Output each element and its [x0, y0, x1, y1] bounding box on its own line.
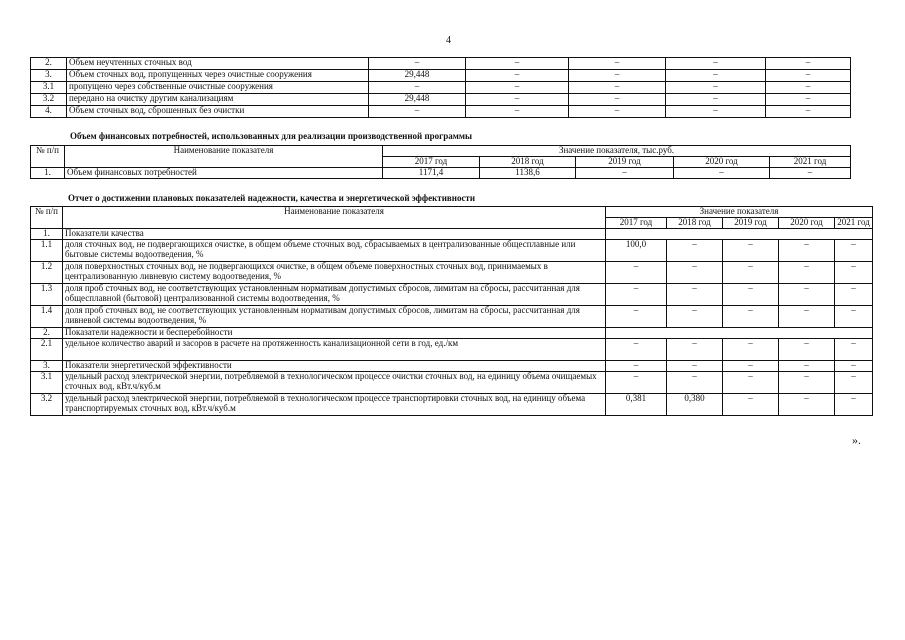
value-cell: – — [723, 240, 779, 262]
col-name-header: Наименование показателя — [65, 146, 383, 168]
value-cell: – — [723, 361, 779, 372]
year-header: 2020 год — [779, 218, 835, 229]
table-row — [31, 394, 873, 416]
value-cell: – — [667, 306, 723, 328]
value-cell: – — [576, 168, 674, 179]
empty-cell — [723, 229, 779, 240]
value-cell: – — [835, 284, 873, 306]
row-name: удельный расход электрической энергии, потребляемой в технологическом процессе транспортировки сточных вод, на единицу объема транспортируемых сточных вод, кВт.ч/куб.м — [63, 394, 606, 416]
value-cell: – — [569, 94, 666, 106]
value-cell: – — [779, 306, 835, 328]
value-cell: – — [606, 339, 667, 361]
row-number: 3. — [31, 361, 63, 372]
row-number: 2.1 — [31, 339, 63, 361]
value-cell: – — [606, 262, 667, 284]
col-name-header: Наименование показателя — [63, 207, 606, 229]
value-cell: – — [766, 58, 851, 70]
value-cell: – — [667, 240, 723, 262]
indicators-report-title: Отчет о достижении плановых показателей надежности, качества и энергетической эффективности — [68, 193, 476, 203]
value-cell: – — [569, 70, 666, 82]
value-cell: – — [466, 82, 569, 94]
row-name: передано на очистку другим канализациям — [67, 94, 369, 106]
year-header: 2018 год — [667, 218, 723, 229]
empty-cell — [835, 229, 873, 240]
value-cell: – — [835, 372, 873, 394]
value-cell: – — [369, 82, 466, 94]
row-number: 3.1 — [31, 372, 63, 394]
row-number: 2. — [31, 328, 63, 339]
row-name: пропущено через собственные очистные сооружения — [67, 82, 369, 94]
row-number: 3.1 — [31, 82, 67, 94]
table-row — [31, 372, 873, 394]
value-cell: – — [667, 262, 723, 284]
table-row — [31, 328, 873, 339]
value-cell: – — [779, 339, 835, 361]
row-name: Объем неучтенных сточных вод — [67, 58, 369, 70]
value-cell: – — [667, 361, 723, 372]
value-cell: – — [835, 306, 873, 328]
empty-cell — [667, 229, 723, 240]
table-row — [31, 82, 851, 94]
value-cell: – — [606, 372, 667, 394]
value-cell: – — [466, 106, 569, 118]
row-name: Показатели энергетической эффективности — [63, 361, 606, 372]
row-name: удельное количество аварий и засоров в расчете на протяженность канализационной сети в год, ед./км — [63, 339, 606, 361]
page-number: 4 — [446, 35, 451, 46]
row-name: Объем сточных вод, сброшенных без очистки — [67, 106, 369, 118]
table-row — [31, 339, 873, 361]
value-cell: – — [466, 58, 569, 70]
value-cell: – — [606, 306, 667, 328]
empty-cell — [606, 328, 667, 339]
table-row — [31, 94, 851, 106]
value-cell: – — [779, 372, 835, 394]
row-name: Объем финансовых потребностей — [65, 168, 383, 179]
row-number: 1. — [31, 229, 63, 240]
financial-needs-title: Объем финансовых потребностей, использованных для реализации производственной программы — [70, 131, 473, 141]
value-cell: – — [569, 82, 666, 94]
row-number: 3. — [31, 70, 67, 82]
value-cell: – — [667, 339, 723, 361]
value-cell: – — [766, 82, 851, 94]
row-name: удельный расход электрической энергии, потребляемой в технологическом процессе очистки сточных вод, на единицу объема очищаемых сточных вод, кВт.ч/куб.м — [63, 372, 606, 394]
empty-cell — [667, 328, 723, 339]
value-cell: 1138,6 — [480, 168, 576, 179]
year-header: 2018 год — [480, 157, 576, 168]
value-cell: – — [667, 284, 723, 306]
row-number: 1.1 — [31, 240, 63, 262]
value-cell: – — [674, 168, 770, 179]
empty-cell — [779, 229, 835, 240]
table-row — [31, 58, 851, 70]
value-cell: – — [723, 339, 779, 361]
value-cell: – — [835, 240, 873, 262]
value-cell: – — [835, 339, 873, 361]
value-cell: – — [466, 70, 569, 82]
value-cell: – — [835, 361, 873, 372]
value-cell: – — [666, 70, 766, 82]
value-cell: – — [779, 240, 835, 262]
value-cell: – — [606, 361, 667, 372]
year-header: 2021 год — [770, 157, 851, 168]
value-cell: – — [766, 70, 851, 82]
row-name: доля сточных вод, не подвергающихся очистке, в общем объеме сточных вод, сбрасываемых в централизованные общесплавные или бытовые системы водоотведения, % — [63, 240, 606, 262]
empty-cell — [835, 328, 873, 339]
table-row — [31, 262, 873, 284]
col-value-header: Значение показателя — [606, 207, 873, 218]
financial-needs-table — [30, 145, 851, 179]
row-number: 3.2 — [31, 394, 63, 416]
value-cell: 1171,4 — [383, 168, 480, 179]
value-cell: – — [369, 106, 466, 118]
value-cell: 29,448 — [369, 70, 466, 82]
table-row — [31, 168, 851, 179]
table-row — [31, 240, 873, 262]
row-name: доля поверхностных сточных вод, не подвергающихся очистке, в общем объеме поверхностных сточных вод, принимаемых в централизованную ливневую систему водоотведения, % — [63, 262, 606, 284]
col-num-header: № п/п — [31, 207, 63, 229]
value-cell: – — [606, 284, 667, 306]
table-row — [31, 70, 851, 82]
year-header: 2021 год — [835, 218, 873, 229]
row-number: 1. — [31, 168, 65, 179]
indicators-report-table — [30, 206, 873, 416]
value-cell: – — [723, 262, 779, 284]
value-cell: – — [779, 262, 835, 284]
value-cell: – — [369, 58, 466, 70]
row-number: 4. — [31, 106, 67, 118]
row-number: 1.4 — [31, 306, 63, 328]
value-cell: – — [666, 82, 766, 94]
value-cell: – — [723, 284, 779, 306]
empty-cell — [606, 229, 667, 240]
value-cell: – — [835, 394, 873, 416]
value-cell: – — [723, 372, 779, 394]
value-cell: – — [770, 168, 851, 179]
value-cell: – — [667, 372, 723, 394]
value-cell: – — [666, 58, 766, 70]
year-header: 2019 год — [723, 218, 779, 229]
empty-cell — [779, 328, 835, 339]
table-row — [31, 361, 873, 372]
value-cell: – — [779, 361, 835, 372]
value-cell: 0,381 — [606, 394, 667, 416]
table-row — [31, 229, 873, 240]
row-number: 1.2 — [31, 262, 63, 284]
value-cell: – — [723, 306, 779, 328]
table-row — [31, 284, 873, 306]
row-name: доля проб сточных вод, не соответствующих установленным нормативам допустимых сбросов, лимитам на сбросы, рассчитанная для общесплавной (бытовой) централизованной системы водоотведения, % — [63, 284, 606, 306]
col-value-header: Значение показателя, тыс.руб. — [383, 146, 851, 157]
col-num-header: № п/п — [31, 146, 65, 168]
year-header: 2017 год — [383, 157, 480, 168]
row-name: Показатели качества — [63, 229, 606, 240]
value-cell: – — [723, 394, 779, 416]
empty-cell — [723, 328, 779, 339]
value-cell: – — [835, 262, 873, 284]
value-cell: – — [766, 106, 851, 118]
value-cell: – — [666, 94, 766, 106]
year-header: 2019 год — [576, 157, 674, 168]
value-cell: 100,0 — [606, 240, 667, 262]
value-cell: 0,380 — [667, 394, 723, 416]
value-cell: – — [666, 106, 766, 118]
table-row — [31, 106, 851, 118]
row-name: доля проб сточных вод, не соответствующих установленным нормативам допустимых сбросов, лимитам на сбросы, рассчитанная для ливневой системы водоотведения, % — [63, 306, 606, 328]
value-cell: – — [569, 58, 666, 70]
value-cell: 29,448 — [369, 94, 466, 106]
value-cell: – — [766, 94, 851, 106]
row-number: 1.3 — [31, 284, 63, 306]
row-number: 2. — [31, 58, 67, 70]
row-name: Объем сточных вод, пропущенных через очистные сооружения — [67, 70, 369, 82]
value-cell: – — [779, 394, 835, 416]
year-header: 2020 год — [674, 157, 770, 168]
value-cell: – — [466, 94, 569, 106]
value-cell: – — [779, 284, 835, 306]
table-row — [31, 306, 873, 328]
row-number: 3.2 — [31, 94, 67, 106]
wastewater-volume-table — [30, 57, 851, 118]
value-cell: – — [569, 106, 666, 118]
year-header: 2017 год — [606, 218, 667, 229]
row-name: Показатели надежности и бесперебойности — [63, 328, 606, 339]
closing-quote-mark: ». — [852, 433, 861, 447]
